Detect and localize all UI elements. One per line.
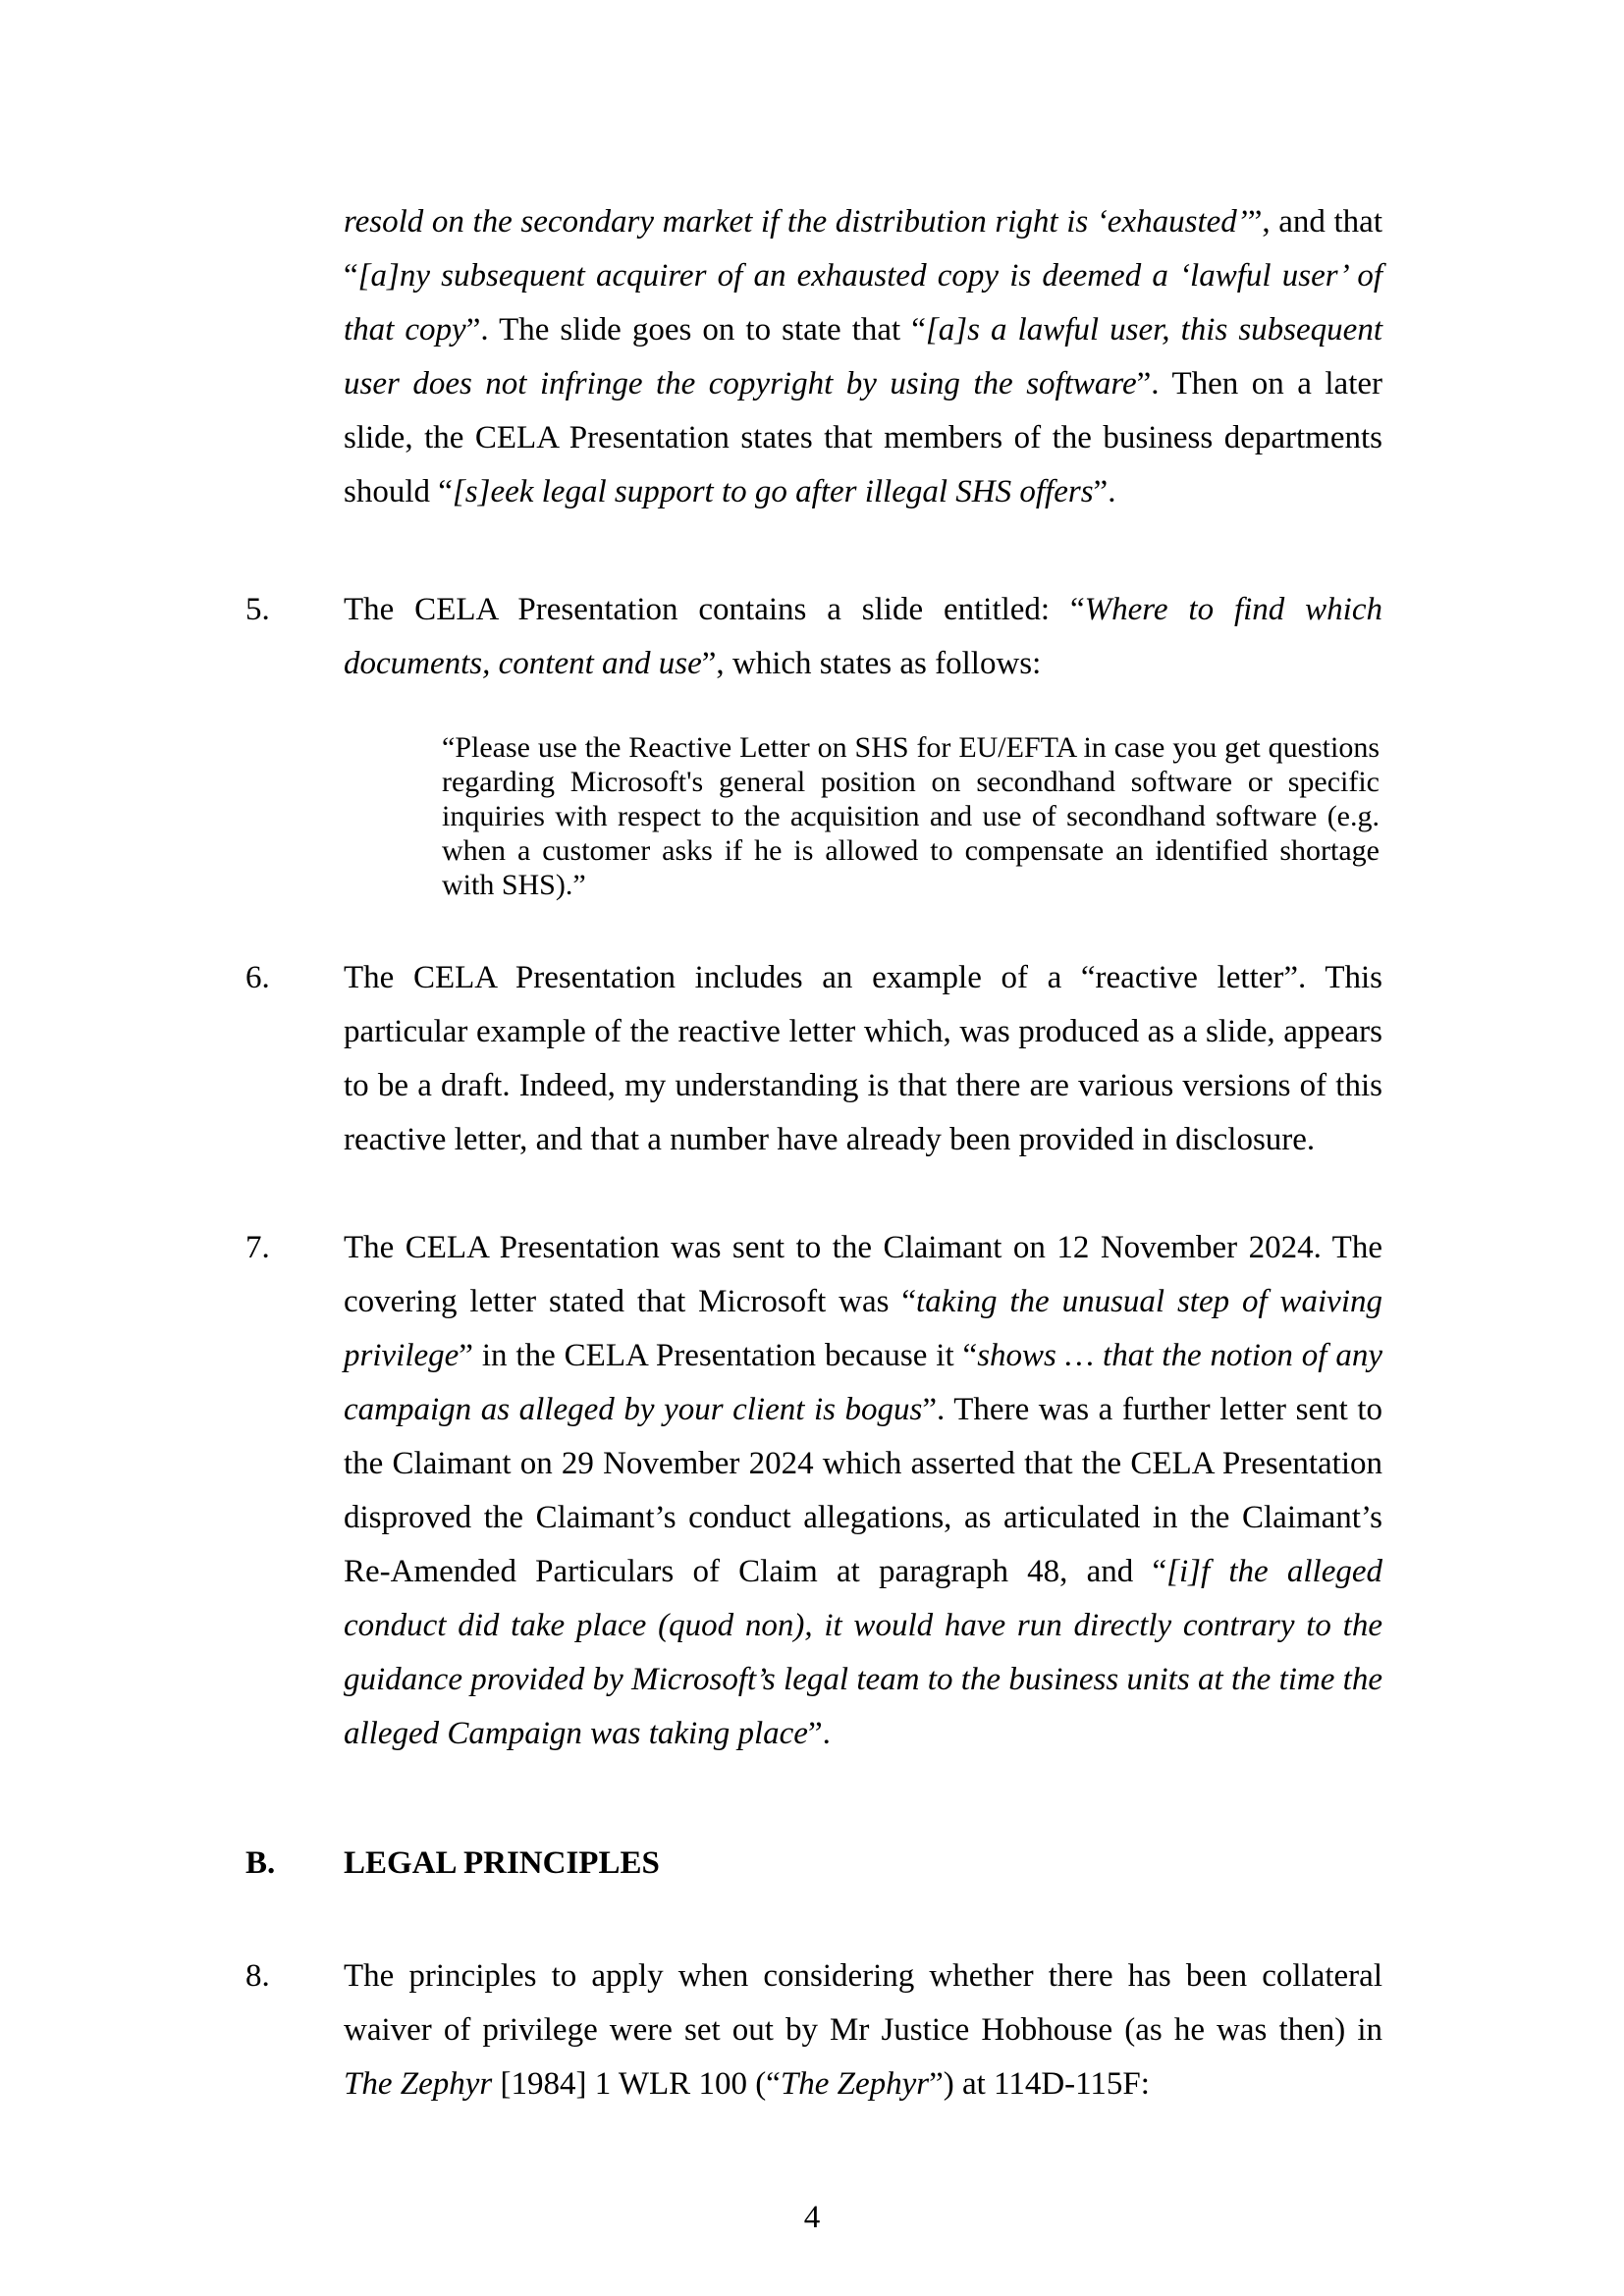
section-heading — [245, 1837, 1382, 1891]
paragraph-text: The principles to apply when considering whether there has been collateral waiver of privilege were set out by Mr Justice Hobhouse (as he was then) in The Zephyr [1984] 1 WLR 100 (“The Zephyr”) at 114D-115F: — [344, 1958, 1382, 2102]
paragraph-number: 6. — [245, 960, 270, 995]
paragraph-number: 8. — [245, 1958, 270, 1994]
paragraph-text: resold on the secondary market if the distribution right is ‘exhausted’”, and that “[a]ny subsequent acquirer of an exhausted copy is deemed a ‘lawful user’ of that copy”. The slide goes on to state that “[a]s a lawful user, this subsequent user does not infringe the copyright by using the software”. Then on a later slide, the CELA Presentation states that members of the business departments should “[s]eek legal support to go after illegal SHS offers”. — [344, 204, 1383, 509]
paragraph-text: The CELA Presentation was sent to the Claimant on 12 November 2024. The covering letter stated that Microsoft was “taking the unusual step of waiving privilege” in the CELA Presentation because it “shows … that the notion of any campaign as alleged by your client is bogus”. There was a further letter sent to the Claimant on 29 November 2024 which asserted that the CELA Presentation disproved the Claimant’s conduct allegations, as articulated in the Claimant’s Re-Amended Particulars of Claim at paragraph 48, and “[i]f the alleged conduct did take place (quod non), it would have run directly contrary to the guidance provided by Microsoft’s legal team to the business units at the time the alleged Campaign was taking place”. — [344, 1230, 1383, 1751]
paragraph-text: The CELA Presentation includes an example of a “reactive letter”. This particular example of the reactive letter which, was produced as a slide, appears to be a draft. Indeed, my understanding is that there are various versions of this reactive letter, and that a number have already been provided in disclosure. — [344, 960, 1382, 1157]
page-number: 4 — [803, 2200, 821, 2235]
continuation-paragraph — [245, 195, 1382, 519]
paragraph-number: 5. — [245, 592, 270, 627]
paragraph-number — [245, 195, 344, 519]
block-quote: “Please use the Reactive Letter on SHS for EU/EFTA in case you get questions regarding Microsoft's general position on secondhand software or specific inquiries with respect to the acquisition and use of secondhand software (e.g. when a customer asks if he is allowed to compensate an identified shortage with SHS).” — [442, 731, 1380, 901]
heading-letter: B. — [245, 1845, 276, 1881]
paragraph-number: 7. — [245, 1230, 270, 1265]
paragraph-5 — [245, 583, 1382, 691]
paragraph-text: The CELA Presentation contains a slide entitled: “Where to find which documents, content and use”, which states as follows: — [344, 592, 1382, 681]
heading-title: LEGAL PRINCIPLES — [344, 1845, 660, 1881]
paragraph-8 — [245, 1949, 1382, 2111]
paragraph-7 — [245, 1221, 1382, 1761]
paragraph-6 — [245, 951, 1382, 1167]
